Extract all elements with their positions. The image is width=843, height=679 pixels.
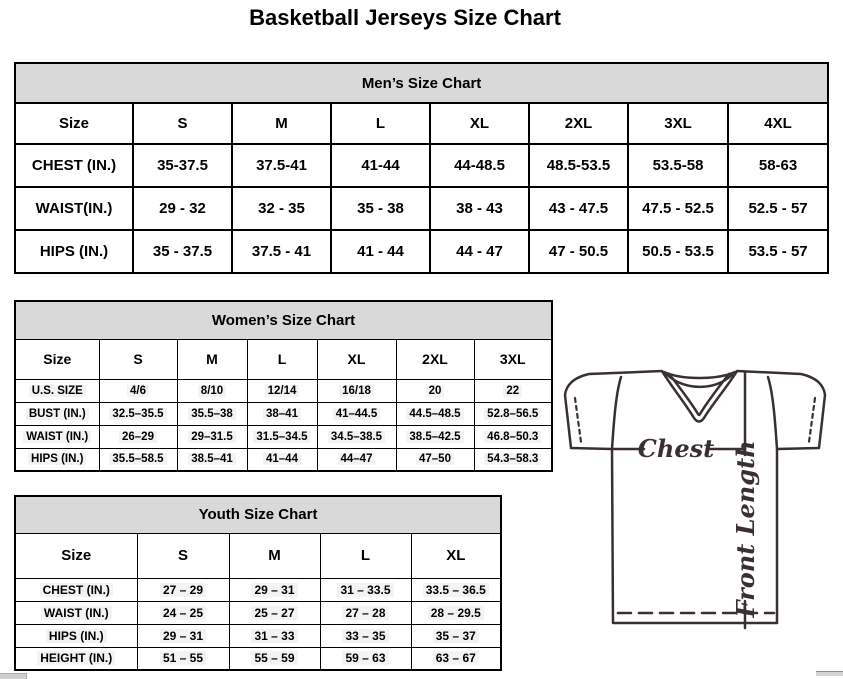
page-title: Basketball Jerseys Size Chart (249, 5, 561, 30)
cell-value: 59 – 63 (342, 651, 388, 665)
table-cell (229, 578, 320, 601)
table-row (15, 230, 828, 273)
cell-value: 35 – 37 (433, 629, 479, 643)
cell-value: 31 – 33.5 (337, 583, 393, 597)
table-cell (474, 448, 552, 471)
table-row (15, 339, 552, 379)
table-cell: 38 - 43 (430, 187, 529, 230)
sleeve-hem-dashed-left (575, 398, 581, 442)
table-cell (137, 601, 229, 624)
table-cell: 32 - 35 (232, 187, 331, 230)
row-label-text: WAIST (IN.) (41, 606, 112, 620)
table-cell (396, 379, 474, 402)
table-cell: 44 - 47 (430, 230, 529, 273)
column-header: Size (15, 533, 137, 578)
table-cell (474, 379, 552, 402)
table-cell (99, 448, 177, 471)
cell-value: 33.5 – 36.5 (423, 583, 489, 597)
table-cell (411, 624, 501, 647)
table-row (15, 63, 828, 103)
table-cell: 35-37.5 (133, 144, 232, 187)
column-header: L (320, 533, 411, 578)
table-cell: 37.5 - 41 (232, 230, 331, 273)
cell-value: 51 – 55 (160, 651, 206, 665)
cell-value: 34.5–38.5 (328, 431, 385, 443)
cell-value: 26–29 (119, 431, 157, 443)
cell-value: 29–31.5 (188, 431, 236, 443)
youth-size-table (14, 495, 502, 671)
column-header: L (247, 339, 317, 379)
table-cell: 41 - 44 (331, 230, 430, 273)
row-label (15, 647, 137, 670)
table-cell: 29 - 32 (133, 187, 232, 230)
table-cell: 44-48.5 (430, 144, 529, 187)
table-cell (247, 448, 317, 471)
armhole-seam-left (612, 377, 621, 449)
table-cell (411, 578, 501, 601)
row-label-text: WAIST (IN.) (23, 431, 91, 443)
column-header: 2XL (529, 103, 628, 144)
row-label-text: BUST (IN.) (26, 408, 89, 420)
row-label (15, 425, 99, 448)
cell-value: 22 (503, 385, 522, 397)
column-header: M (229, 533, 320, 578)
cell-value: 20 (426, 385, 445, 397)
cell-value: 44–47 (338, 453, 376, 465)
column-header: S (99, 339, 177, 379)
table-cell (177, 379, 247, 402)
table-cell: 52.5 - 57 (728, 187, 828, 230)
table-cell: 35 - 38 (331, 187, 430, 230)
cell-value: 52.8–56.5 (484, 408, 541, 420)
column-header: L (331, 103, 430, 144)
column-header: M (177, 339, 247, 379)
table-cell (317, 448, 396, 471)
row-label (15, 578, 137, 601)
cell-value: 44.5–48.5 (406, 408, 463, 420)
column-header: Size (15, 103, 133, 144)
table-cell: 50.5 - 53.5 (628, 230, 728, 273)
mens-table-title: Men’s Size Chart (15, 63, 828, 103)
table-cell (99, 402, 177, 425)
row-label: CHEST (IN.) (15, 144, 133, 187)
table-row (15, 647, 501, 670)
cell-value: 4/6 (127, 385, 149, 397)
column-header: XL (411, 533, 501, 578)
row-label: WAIST(IN.) (15, 187, 133, 230)
table-cell (396, 402, 474, 425)
column-header: M (232, 103, 331, 144)
table-row (15, 301, 552, 339)
row-label (15, 402, 99, 425)
cell-value: 54.3–58.3 (484, 453, 541, 465)
cell-value: 35.5–58.5 (109, 453, 166, 465)
cell-value: 27 – 28 (342, 606, 388, 620)
table-row (15, 578, 501, 601)
cell-value: 55 – 59 (251, 651, 297, 665)
sleeve-hem-dashed-right (809, 398, 815, 442)
table-cell (229, 647, 320, 670)
table-row (15, 379, 552, 402)
table-cell (137, 647, 229, 670)
cell-value: 38.5–41 (188, 453, 236, 465)
table-cell: 37.5-41 (232, 144, 331, 187)
cell-value: 24 – 25 (160, 606, 206, 620)
table-cell (320, 647, 411, 670)
table-cell (99, 425, 177, 448)
table-cell: 53.5 - 57 (728, 230, 828, 273)
column-header: S (133, 103, 232, 144)
cell-value: 38.5–42.5 (406, 431, 463, 443)
row-label-text: HEIGHT (IN.) (37, 651, 115, 665)
table-cell (137, 624, 229, 647)
table-cell (177, 402, 247, 425)
cell-value: 47–50 (416, 453, 454, 465)
jersey-diagram (555, 361, 843, 661)
table-cell (411, 647, 501, 670)
cell-value: 12/14 (265, 385, 300, 397)
column-header: XL (430, 103, 529, 144)
table-row (15, 624, 501, 647)
mens-size-table (14, 62, 829, 274)
cell-value: 38–41 (263, 408, 301, 420)
table-row (15, 402, 552, 425)
cell-value: 41–44 (263, 453, 301, 465)
column-header: 4XL (728, 103, 828, 144)
table-row (15, 144, 828, 187)
table-row (15, 103, 828, 144)
cell-value: 29 – 31 (160, 629, 206, 643)
table-row (15, 533, 501, 578)
womens-size-table (14, 300, 553, 472)
table-row (15, 601, 501, 624)
cell-value: 27 – 29 (160, 583, 206, 597)
womens-table-title: Women’s Size Chart (15, 301, 552, 339)
row-label (15, 379, 99, 402)
row-label-text: HIPS (IN.) (46, 629, 107, 643)
cell-value: 31.5–34.5 (253, 431, 310, 443)
table-cell: 35 - 37.5 (133, 230, 232, 273)
cell-value: 29 – 31 (251, 583, 297, 597)
table-cell (396, 425, 474, 448)
cell-value: 32.5–35.5 (109, 408, 166, 420)
table-cell (411, 601, 501, 624)
column-header: XL (317, 339, 396, 379)
cell-value: 28 – 29.5 (428, 606, 484, 620)
cell-value: 63 – 67 (433, 651, 479, 665)
row-label-text: CHEST (IN.) (40, 583, 113, 597)
youth-table-title: Youth Size Chart (15, 496, 501, 533)
cell-value: 33 – 35 (342, 629, 388, 643)
column-header: 3XL (628, 103, 728, 144)
table-cell (474, 402, 552, 425)
table-row (15, 425, 552, 448)
row-label-text: HIPS (IN.) (28, 453, 86, 465)
table-cell (177, 448, 247, 471)
table-cell: 58-63 (728, 144, 828, 187)
row-label (15, 624, 137, 647)
cell-value: 25 – 27 (251, 606, 297, 620)
table-cell (177, 425, 247, 448)
cell-value: 16/18 (339, 385, 374, 397)
table-cell (99, 379, 177, 402)
table-cell: 47 - 50.5 (529, 230, 628, 273)
row-label: HIPS (IN.) (15, 230, 133, 273)
table-cell: 41-44 (331, 144, 430, 187)
cell-value: 35.5–38 (188, 408, 236, 420)
column-header: 3XL (474, 339, 552, 379)
cell-value: 31 – 33 (251, 629, 297, 643)
chest-label: Chest (637, 434, 715, 463)
row-label (15, 448, 99, 471)
row-label-text: U.S. SIZE (29, 385, 86, 397)
table-cell: 47.5 - 52.5 (628, 187, 728, 230)
table-cell: 48.5-53.5 (529, 144, 628, 187)
table-cell (247, 379, 317, 402)
table-cell (474, 425, 552, 448)
collar-arc-outer (664, 372, 735, 378)
table-cell (317, 379, 396, 402)
table-cell (396, 448, 474, 471)
table-cell (317, 402, 396, 425)
column-header: 2XL (396, 339, 474, 379)
scrollbar-fragment-left[interactable] (0, 673, 27, 679)
table-cell (229, 624, 320, 647)
row-label (15, 601, 137, 624)
table-cell (320, 578, 411, 601)
table-cell (320, 601, 411, 624)
table-cell (137, 578, 229, 601)
table-cell (317, 425, 396, 448)
table-cell: 53.5-58 (628, 144, 728, 187)
table-cell (229, 601, 320, 624)
column-header: S (137, 533, 229, 578)
table-cell (247, 402, 317, 425)
armhole-seam-right (768, 377, 777, 449)
cell-value: 8/10 (198, 385, 226, 397)
front-length-label: Front Length (731, 440, 760, 618)
column-header: Size (15, 339, 99, 379)
cell-value: 46.8–50.3 (484, 431, 541, 443)
table-row (15, 187, 828, 230)
table-cell: 43 - 47.5 (529, 187, 628, 230)
table-row (15, 496, 501, 533)
cell-value: 41–44.5 (333, 408, 381, 420)
scrollbar-fragment-right[interactable] (816, 671, 843, 676)
table-row (15, 448, 552, 471)
table-cell (247, 425, 317, 448)
table-cell (320, 624, 411, 647)
